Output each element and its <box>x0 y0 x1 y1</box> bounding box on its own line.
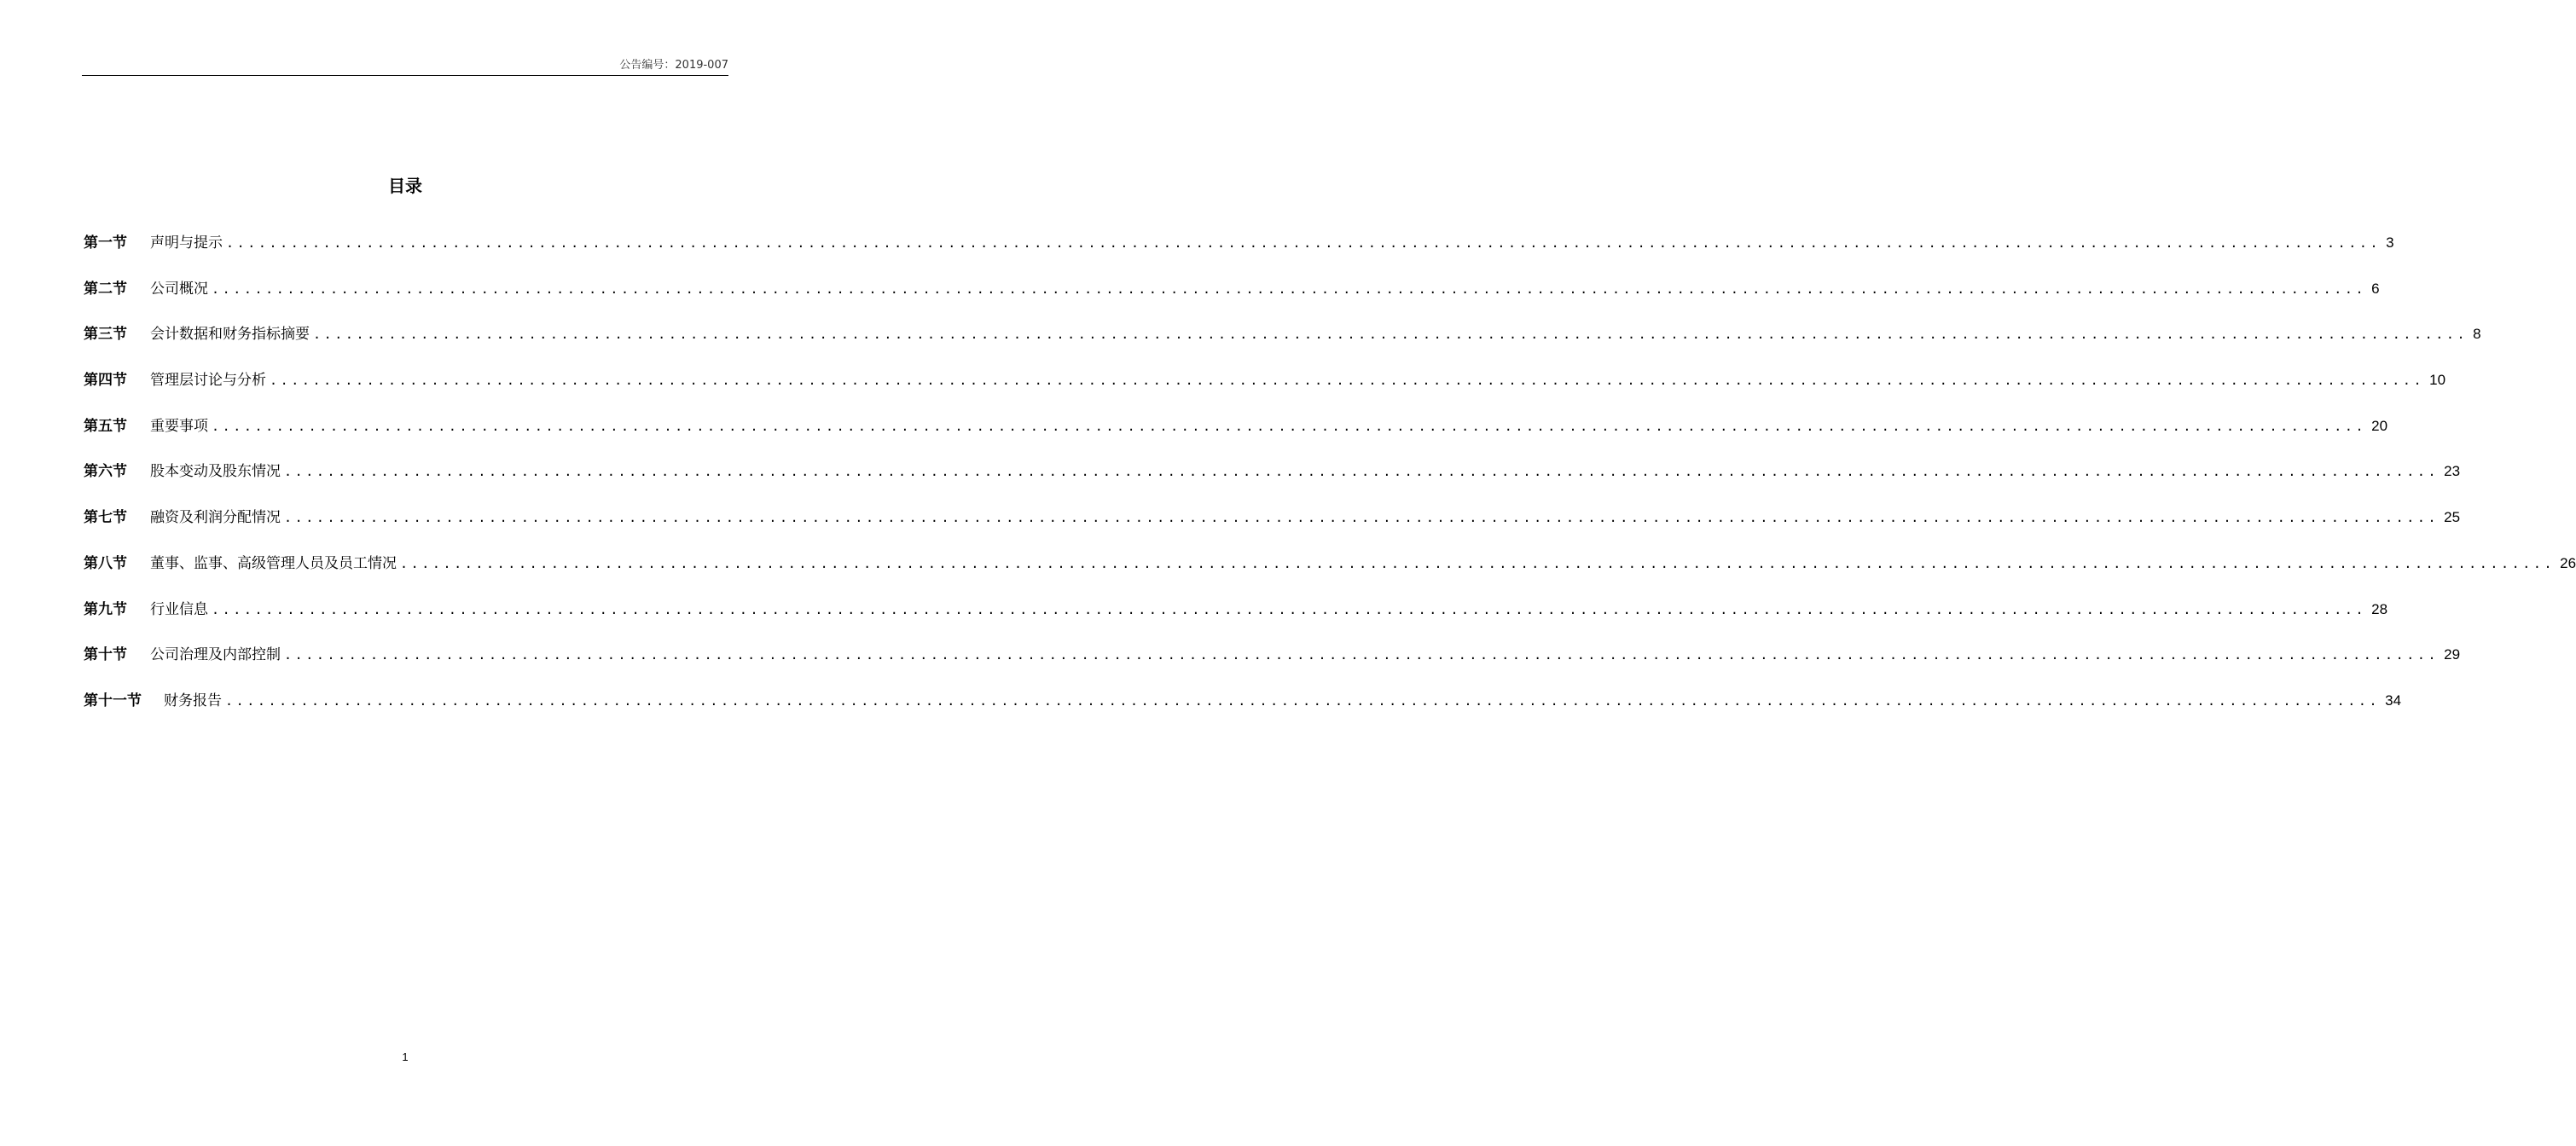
toc-entry[interactable] <box>84 275 2380 304</box>
header-divider <box>82 75 728 76</box>
toc-section-label: 第十一节 <box>84 692 142 709</box>
toc-page-number: 20 <box>2371 417 2388 434</box>
toc-leader-dots: ........................................................................................................................................................................................................ <box>270 373 2425 389</box>
toc-entry[interactable] <box>84 503 2461 532</box>
toc-entry[interactable] <box>84 366 2446 395</box>
toc-entry[interactable] <box>84 595 2388 624</box>
toc-page-number: 8 <box>2473 326 2481 343</box>
toc-entry[interactable] <box>84 640 2461 669</box>
toc-leader-dots: ........................................................................................................................................................................................................ <box>225 692 2381 709</box>
toc-entry[interactable] <box>84 549 2576 578</box>
toc-leader-dots: ........................................................................................................................................................................................................ <box>284 647 2440 663</box>
toc-leader-dots: ........................................................................................................................................................................................................ <box>212 418 2367 434</box>
toc-heading: 股本变动及股东情况 <box>150 463 281 481</box>
toc-heading: 董事、监事、高级管理人员及员工情况 <box>150 554 397 572</box>
toc-page-number: 34 <box>2385 692 2402 709</box>
toc-leader-dots: ........................................................................................................................................................................................................ <box>313 327 2469 343</box>
toc-page-number: 23 <box>2444 463 2461 480</box>
toc-section-label: 第一节 <box>84 234 127 252</box>
page-number: 1 <box>402 1050 409 1063</box>
toc-heading: 重要事项 <box>150 417 208 435</box>
toc-page-number: 25 <box>2444 509 2461 526</box>
toc-heading: 公司概况 <box>150 280 208 298</box>
toc-leader-dots: ........................................................................................................................................................................................................ <box>226 235 2382 251</box>
toc-list <box>84 229 2576 732</box>
toc-section-label: 第六节 <box>84 463 127 481</box>
toc-title: 目录 <box>388 176 422 196</box>
toc-page-number: 10 <box>2429 372 2446 389</box>
toc-page-number: 26 <box>2560 554 2576 571</box>
toc-section-label: 第十节 <box>84 646 127 664</box>
toc-section-label: 第三节 <box>84 326 127 344</box>
toc-section-label: 第七节 <box>84 509 127 527</box>
toc-heading: 公司治理及内部控制 <box>150 646 281 664</box>
toc-page-number: 3 <box>2386 234 2394 251</box>
toc-leader-dots: ........................................................................................................................................................................................................ <box>212 281 2367 297</box>
toc-leader-dots: ........................................................................................................................................................................................................ <box>284 464 2440 480</box>
toc-leader-dots: ........................................................................................................................................................................................................ <box>400 555 2556 571</box>
toc-section-label: 第八节 <box>84 554 127 572</box>
toc-heading: 行业信息 <box>150 600 208 618</box>
toc-page-number: 6 <box>2371 280 2380 297</box>
toc-heading: 融资及利润分配情况 <box>150 509 281 527</box>
toc-section-label: 第二节 <box>84 280 127 298</box>
toc-leader-dots: ........................................................................................................................................................................................................ <box>284 510 2440 526</box>
toc-entry[interactable] <box>84 686 2402 715</box>
toc-heading: 管理层讨论与分析 <box>150 372 266 390</box>
toc-page-number: 29 <box>2444 646 2461 663</box>
toc-entry[interactable] <box>84 457 2461 486</box>
toc-section-label: 第九节 <box>84 600 127 618</box>
announcement-number: 公告编号：2019-007 <box>619 59 728 72</box>
toc-heading: 声明与提示 <box>150 234 223 252</box>
toc-page-number: 28 <box>2371 600 2388 617</box>
toc-entry[interactable] <box>84 412 2388 441</box>
toc-entry[interactable] <box>84 320 2481 349</box>
toc-heading: 会计数据和财务指标摘要 <box>150 326 310 344</box>
toc-leader-dots: ........................................................................................................................................................................................................ <box>212 601 2367 617</box>
toc-section-label: 第四节 <box>84 372 127 390</box>
toc-heading: 财务报告 <box>164 692 222 709</box>
toc-section-label: 第五节 <box>84 417 127 435</box>
toc-entry[interactable] <box>84 229 2394 258</box>
